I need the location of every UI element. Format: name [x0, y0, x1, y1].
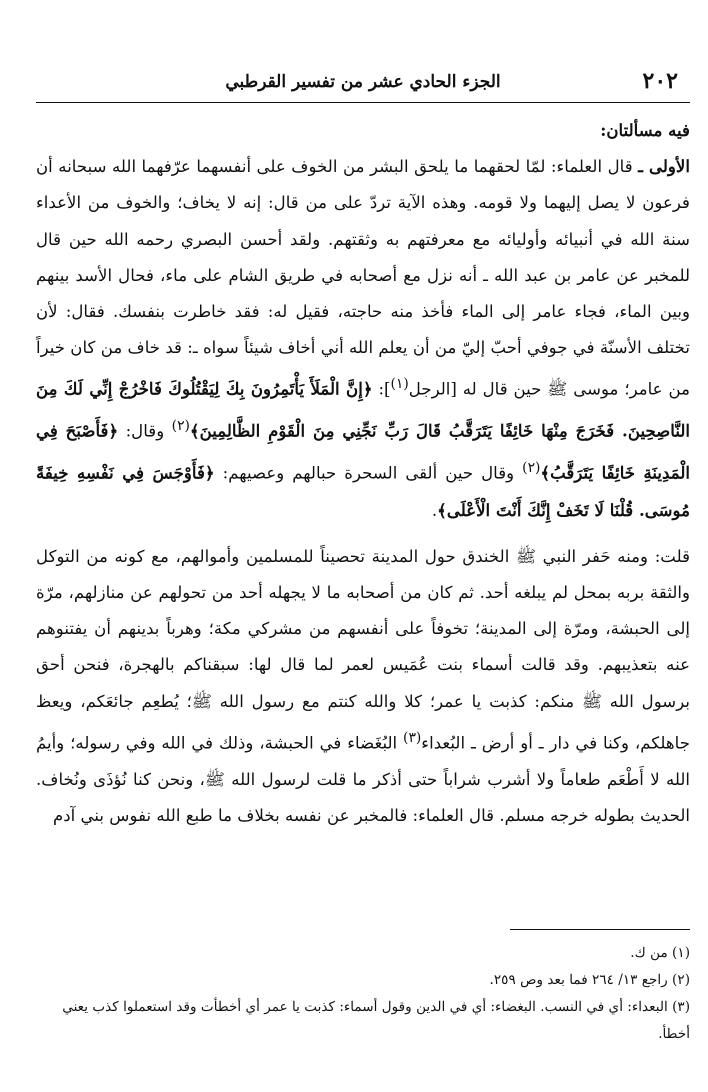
paragraph-text: البُغَضاء في الحبشة، وذلك في الله وفي رسوله؛ وأيمُ الله لا أَطْعَم طعاماً ولا أشرب شراباً حتى أذكر ما قلت لرسول الله ﷺ، ونحن كنا نُؤذَى ونُخاف. الحديث بطوله خرجه مسلم. قال العلماء: فالمخبر عن نفسه بخلاف ما طبع الله نفوس بني آدم: [36, 733, 690, 825]
paragraph-first-issue: [36, 148, 690, 529]
main-text: [36, 112, 690, 834]
paragraph-text: قلت: ومنه حَفر النبي ﷺ الخندق حول المدينة تحصيناً للمسلمين وأموالهم، مع كونه من التوكل والثقة بربه بمحل لم يبلغه أحد. ثم كان من أصحابه ما لا يجهله أحد من تحولهم عن منازلهم، مرّة إلى الحبشة، ومرّة إلى المدينة؛ تخوفاً على أنفسهم من مشركي مكة؛ وهرباً بدينهم أن يفتنوهم عنه بتعذيبهم. وقد قالت أسماء بنت عُمَيس لعمر لما قال لها: سبقناكم بالهجرة، فنحن أحق برسول الله ﷺ منكم: كذبت يا عمر؛ كلا والله كنتم مع رسول الله ﷺ؛ يُطعِم جائعَكم، ويعظ جاهلكم، وكنا في دار ـ أو أرض ـ البُعداء: [36, 546, 690, 753]
quran-verse: ﴿فَأَصْبَحَ فِي الْمَدِينَةِ خَائِفًا يَتَرَقَّبُ﴾: [36, 420, 690, 483]
footnote-ref-3: (٣): [403, 729, 422, 746]
footnote-2: (٢) راجع ١٣/ ٢٦٤ فما بعد وص ٢٥٩.: [489, 972, 690, 988]
footnote-separator: [510, 929, 690, 930]
quran-verse: ﴿إِنَّ الْمَلَأَ يَأْتَمِرُونَ بِكَ لِيَقْتُلُوكَ فَاخْرُجْ إِنِّي لَكَ مِنَ النَّاصِحِينَ. فَخَرَجَ مِنْهَا خَائِفًا يَتَرَقَّبُ قَالَ رَبِّ نَجِّنِي مِنَ الْقَوْمِ الظَّالِمِينَ﴾: [36, 378, 690, 441]
footnote-3: (٣) البعداء: أي في النسب. البغضاء: أي في الدين وقول أسماء: كذبت يا عمر أي أخطأت وقد استعملوا كذب يعني أخطأ.: [62, 999, 690, 1042]
quran-verse: ﴿فَأَوْجَسَ فِي نَفْسِهِ خِيفَةً مُوسَى. قُلْنَا لَا تَخَفْ إِنَّكَ أَنْتَ الْأَعْلَى﴾: [36, 462, 690, 520]
paragraph-text: وقال حين ألقى السحرة حبالهم وعصيهم:: [222, 463, 515, 483]
paragraph-text: وقال:: [125, 421, 165, 441]
paragraph-text: قال العلماء: لمّا لحقهما ما يلحق البشر من الخوف على أنفسهما عرّفهما الله سبحانه أن فرعون لا يصل إليهما ولا قومه. وهذه الآية تردّ على من قال: إنه لا يخاف؛ والخوف من الأعداء سنة الله في أنبيائه وأوليائه مع معرفتهم به وثقتهم. ولقد أحسن البصري رحمه الله حين قال للمخبر عن عامر بن عبد الله ـ أنه نزل مع أصحابه في طريق الشام على ماء، فحال الأسد بينهم وبين الماء، فجاء عامر إلى الماء فأخذ منه حاجته، فقيل له: فقد خاطرت بنفسك. فقال: لأن تختلف الأسنّة في جوفي أحبّ إليّ من أن يعلم الله أني أخاف شيئاً سواه ـ: قد خاف من كان خيراً من عامر؛ موسى ﷺ حين قال له [الرجل: [36, 157, 690, 399]
paragraph-commentary: [36, 539, 690, 834]
footnote-ref-2: (٢): [171, 418, 190, 435]
footnotes: [36, 940, 690, 1048]
section-subheading: فيه مسألتان:: [600, 120, 690, 140]
footnote-1: (١) من ك.: [630, 945, 690, 961]
page-header: [36, 62, 690, 103]
page-number: ٢٠٢: [642, 68, 678, 94]
running-title: الجزء الحادي عشر من تفسير القرطبي: [225, 72, 501, 92]
footnote-ref-2: (٢): [522, 459, 541, 476]
issue-lead: الأولى ـ: [638, 156, 690, 177]
paragraph-gap: [36, 529, 690, 539]
paragraph-text: ]:: [378, 379, 391, 399]
footnote-ref-1: (١): [390, 376, 409, 393]
paragraph-text: .: [431, 500, 438, 520]
